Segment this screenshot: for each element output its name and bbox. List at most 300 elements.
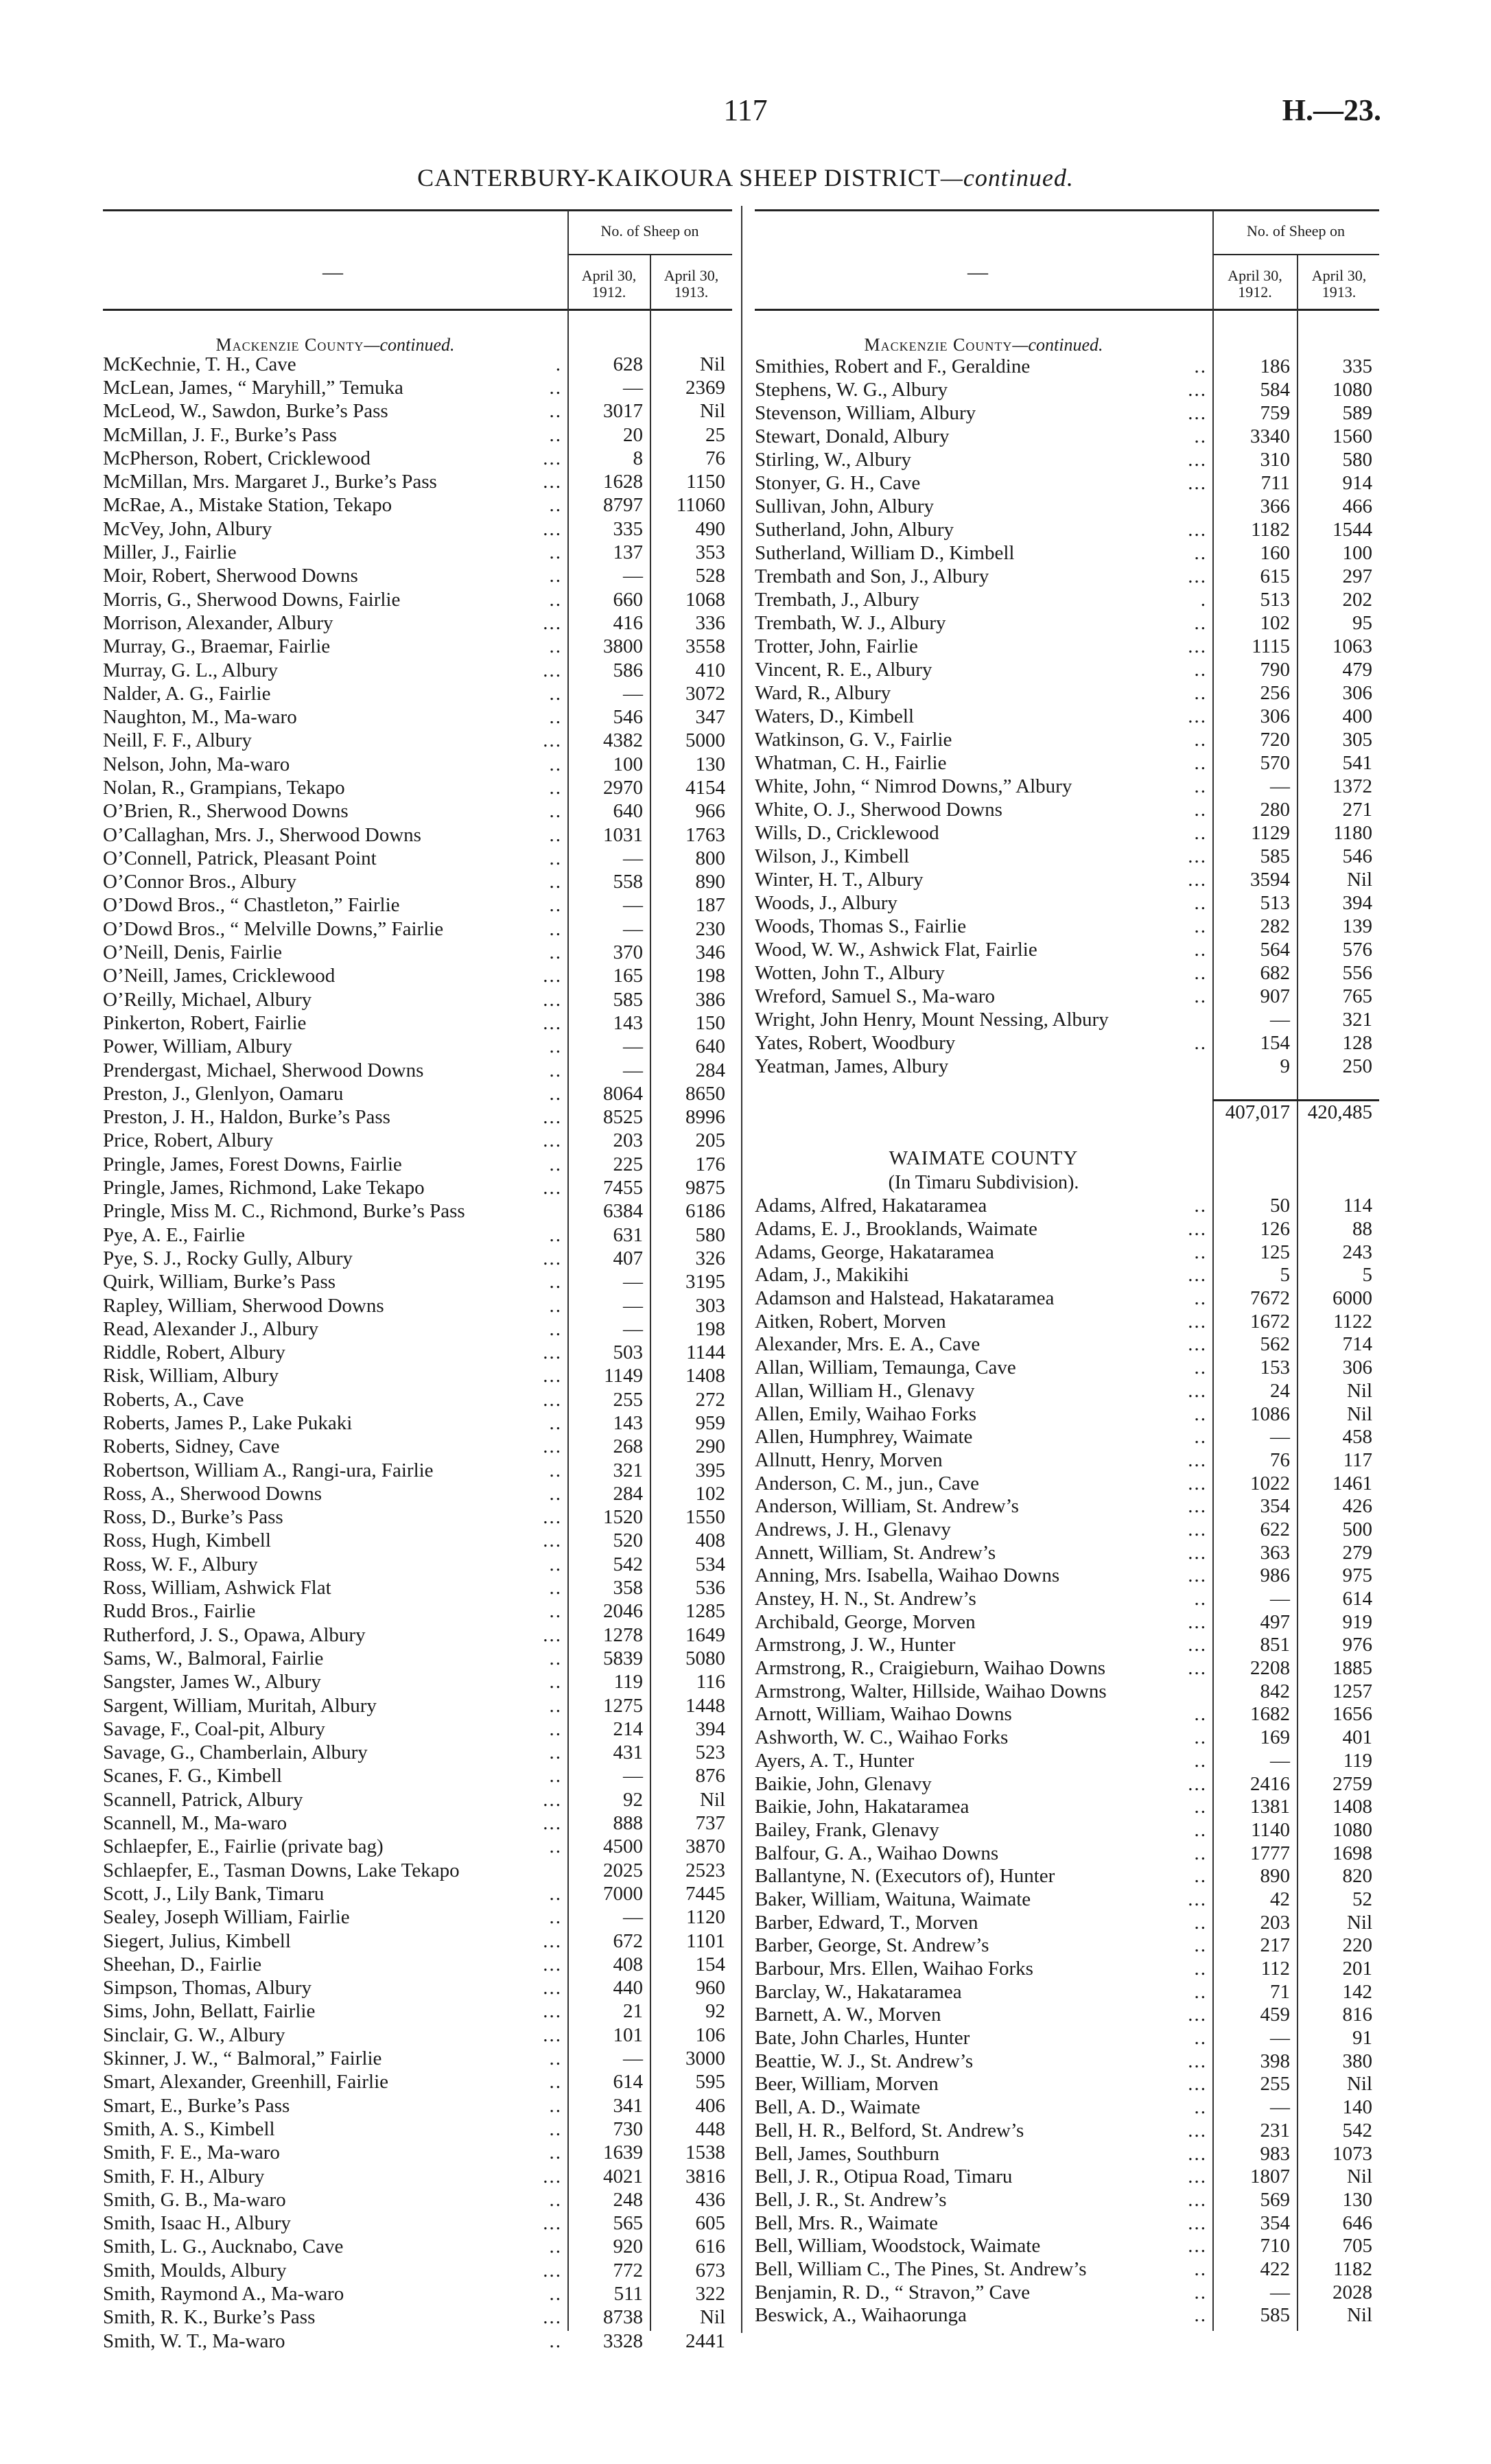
table-row	[755, 961, 1379, 985]
holder-name: Benjamin, R. D., “ Stravon,” Cave	[755, 2281, 1031, 2303]
sheep-1912: 203	[1260, 1911, 1290, 1934]
holder-name: Sangster, James W., Albury	[103, 1671, 321, 1693]
holder-name: Bate, John Charles, Hunter	[755, 2027, 970, 2050]
leader-dots: ..	[549, 2094, 562, 2117]
sheep-1912: 4500	[603, 1835, 643, 1858]
holder-cell	[103, 1035, 567, 1058]
sheep-1912: 1086	[1250, 1403, 1290, 1425]
holder-cell	[755, 1981, 1212, 2004]
leader-dots: ..	[1194, 1726, 1207, 1749]
holder-cell	[103, 1930, 567, 1953]
leader-dots: ..	[549, 753, 562, 775]
sheep-1912: 513	[1260, 588, 1290, 611]
sheep-1912: 7672	[1250, 1287, 1290, 1310]
table-row	[755, 1564, 1379, 1588]
sheep-1913: 3000	[685, 2048, 725, 2070]
leader-dots: ..	[549, 1765, 562, 1787]
sheep-1913: 705	[1342, 2235, 1372, 2257]
sheep-1913: 6000	[1332, 1287, 1372, 1310]
holder-cell	[103, 2212, 567, 2235]
holder-cell	[103, 683, 567, 705]
leader-dots: ..	[549, 1577, 562, 1599]
holder-name: Anning, Mrs. Isabella, Waihao Downs	[755, 1564, 1060, 1587]
leader-dots: .	[1200, 588, 1207, 611]
sheep-1912: 341	[613, 2094, 643, 2117]
holder-name: Baker, William, Waituna, Waimate	[755, 1888, 1031, 1910]
holder-cell	[103, 1177, 567, 1199]
holder-name: Baikie, John, Glenavy	[755, 1772, 932, 1795]
leader-dots: ..	[549, 2330, 562, 2352]
total-1913: 420,485	[1297, 1099, 1379, 1124]
table-row	[755, 1518, 1379, 1542]
leader-dots: ..	[549, 1671, 562, 1693]
holder-name: Preston, J. H., Haldon, Burke’s Pass	[103, 1106, 390, 1129]
leader-dots: ...	[1188, 1495, 1207, 1518]
holder-cell	[103, 1247, 567, 1270]
holder-name: Barber, Edward, T., Morven	[755, 1911, 978, 1934]
holder-cell	[755, 1703, 1212, 1726]
leader-dots: ..	[549, 1600, 562, 1623]
sheep-1912: 7455	[603, 1177, 643, 1199]
sheep-1913: 1372	[1332, 775, 1372, 797]
holder-cell	[755, 1495, 1212, 1518]
holder-cell	[103, 1271, 567, 1293]
leader-dots: ..	[549, 917, 562, 940]
holder-name: Power, William, Albury	[103, 1035, 292, 1058]
holder-name: Simpson, Thomas, Albury	[103, 1977, 312, 1999]
holder-name: Sutherland, John, Albury	[755, 518, 954, 541]
leader-dots: ...	[1188, 1657, 1207, 1680]
holder-cell	[103, 1671, 567, 1693]
sheep-1912: 1807	[1250, 2166, 1290, 2188]
holder-cell	[755, 2304, 1212, 2327]
table-row	[103, 588, 732, 611]
sheep-1913: 1698	[1332, 1842, 1372, 1864]
sheep-1912: 186	[1260, 355, 1290, 377]
sheep-1913: 3558	[685, 635, 725, 658]
holder-cell	[103, 565, 567, 587]
holder-cell	[103, 1224, 567, 1247]
sheep-1913: 1063	[1332, 635, 1372, 657]
table-row	[103, 635, 732, 659]
sheep-1913: 303	[695, 1294, 725, 1317]
leader-dots: ...	[1188, 2050, 1207, 2072]
sheep-1912: 851	[1260, 1634, 1290, 1656]
holder-cell	[103, 2166, 567, 2188]
sheep-1913: 187	[695, 894, 725, 917]
sheep-1912: 9	[1280, 1055, 1290, 1077]
sheep-1912: 102	[1260, 611, 1290, 634]
sheep-1913: 458	[1342, 1426, 1372, 1448]
sheep-1913: 91	[1352, 2027, 1372, 2050]
leader-dots	[562, 1859, 567, 1882]
table-row	[103, 1271, 732, 1294]
holder-name: Rapley, William, Sherwood Downs	[103, 1294, 384, 1317]
leader-dots: ...	[543, 1341, 562, 1364]
sheep-1913: Nil	[1346, 1403, 1372, 1425]
table-row	[103, 988, 732, 1011]
sheep-1913: 139	[1342, 915, 1372, 937]
table-row	[103, 1459, 732, 1482]
holder-name: Ross, D., Burke’s Pass	[103, 1506, 283, 1529]
sheep-1913: 640	[695, 1035, 725, 1058]
sheep-1913: Nil	[1346, 2304, 1372, 2327]
holder-name: Anstey, H. N., St. Andrew’s	[755, 1588, 976, 1610]
sheep-1912: 558	[613, 871, 643, 893]
holder-cell	[755, 355, 1212, 378]
sheep-1913: 150	[695, 1011, 725, 1034]
leader-dots: ..	[1194, 2096, 1207, 2119]
sheep-1913: 198	[695, 965, 725, 987]
holder-name: Murray, G., Braemar, Fairlie	[103, 635, 331, 658]
sheep-1912: 5839	[603, 1647, 643, 1669]
holder-name: Adams, E. J., Brooklands, Waimate	[755, 1218, 1037, 1241]
sheep-1913: Nil	[699, 2306, 725, 2329]
table-row	[103, 1647, 732, 1670]
table-row	[755, 425, 1379, 448]
sheep-1912: 511	[613, 2282, 643, 2305]
table-row	[755, 1634, 1379, 1657]
holder-cell	[103, 612, 567, 635]
sheep-1913: 176	[695, 1153, 725, 1175]
table-row	[103, 1811, 732, 1835]
holder-name: Schlaepfer, E., Tasman Downs, Lake Tekapo	[103, 1859, 460, 1881]
holder-cell	[103, 2095, 567, 2117]
holder-cell	[755, 1287, 1212, 1310]
holder-name: Pinkerton, Robert, Fairlie	[103, 1011, 307, 1034]
sheep-1913: 1550	[685, 1506, 725, 1529]
holder-name: White, O. J., Sherwood Downs	[755, 798, 1002, 821]
holder-cell	[103, 2189, 567, 2211]
sheep-1912: 720	[1260, 728, 1290, 751]
waimate-table-body	[755, 1195, 1379, 2327]
leader-dots: ..	[549, 376, 562, 399]
sheep-1912: 225	[613, 1153, 643, 1175]
holder-cell	[755, 2166, 1212, 2188]
holder-cell	[103, 1129, 567, 1152]
sheep-1912: 321	[613, 1459, 643, 1481]
holder-cell	[755, 472, 1212, 495]
holder-cell	[103, 2142, 567, 2164]
holder-name: O’Callaghan, Mrs. J., Sherwood Downs	[103, 823, 421, 846]
table-row	[103, 1482, 732, 1505]
table-row	[755, 1588, 1379, 1611]
leader-dots: ...	[543, 2212, 562, 2235]
sheep-1913: 297	[1342, 565, 1372, 587]
holder-name: Andrews, J. H., Glenavy	[755, 1518, 951, 1540]
sheep-1913: 1560	[1332, 425, 1372, 447]
sheep-1912: 248	[613, 2188, 643, 2211]
sheep-1913: 1150	[686, 471, 725, 493]
holder-name: Wreford, Samuel S., Ma-waro	[755, 985, 995, 1007]
holder-cell	[103, 1341, 567, 1364]
sheep-1912: 363	[1260, 1541, 1290, 1564]
leader-dots	[562, 1200, 567, 1223]
leader-dots: ..	[549, 400, 562, 423]
sheep-1912: 1149	[604, 1365, 643, 1387]
holder-cell	[755, 1680, 1212, 1703]
holder-cell	[103, 1765, 567, 1787]
sheep-1913: 52	[1352, 1888, 1372, 1910]
leader-dots: ..	[1194, 1934, 1207, 1957]
leader-dots: ...	[1188, 2211, 1207, 2234]
holder-cell	[755, 1518, 1212, 1541]
leader-dots: ...	[1188, 2119, 1207, 2142]
sheep-1912: 614	[613, 2071, 643, 2093]
holder-cell	[103, 1083, 567, 1105]
sheep-1913: 271	[1342, 798, 1372, 821]
leader-dots: ...	[543, 659, 562, 681]
sheep-1913: 106	[695, 2023, 725, 2046]
table-row	[103, 1082, 732, 1105]
sheep-1913: 448	[695, 2117, 725, 2140]
holder-name: O’Neill, Denis, Fairlie	[103, 941, 282, 964]
table-row	[103, 2071, 732, 2094]
leader-dots: ...	[1188, 518, 1207, 541]
table-row	[755, 985, 1379, 1008]
table-row	[755, 2189, 1379, 2212]
holder-name: Naughton, M., Ma-waro	[103, 706, 297, 729]
sheep-1912: 3017	[603, 400, 643, 423]
table-row	[755, 1241, 1379, 1264]
sheep-1913: 800	[695, 847, 725, 869]
sheep-1912: 1031	[603, 823, 643, 846]
leader-dots: ...	[543, 1011, 562, 1034]
holder-cell	[755, 1241, 1212, 1264]
table-row	[755, 705, 1379, 728]
table-row	[755, 2120, 1379, 2143]
holder-cell	[755, 1912, 1212, 1934]
holder-cell	[103, 941, 567, 964]
leader-dots: ...	[543, 2000, 562, 2023]
sheep-1913: 401	[1342, 1726, 1372, 1749]
holder-name: Armstrong, J. W., Hunter	[755, 1634, 956, 1656]
leader-dots: ..	[1194, 891, 1207, 914]
holder-cell	[103, 2330, 567, 2353]
holder-cell	[103, 1318, 567, 1341]
holder-name: O’Dowd Bros., “ Chastleton,” Fairlie	[103, 894, 400, 917]
sheep-1913: 523	[695, 1741, 725, 1764]
leader-dots: ...	[543, 1388, 562, 1411]
table-row	[103, 941, 732, 964]
sheep-1913: 960	[695, 1977, 725, 1999]
holder-name: Prendergast, Michael, Sherwood Downs	[103, 1059, 424, 1081]
table-row	[103, 894, 732, 917]
holder-name: McKechnie, T. H., Cave	[103, 353, 296, 375]
leader-dots: ..	[1194, 2027, 1207, 2050]
sheep-1913: 556	[1342, 961, 1372, 984]
holder-name: Allnutt, Henry, Morven	[755, 1448, 943, 1471]
table-row	[103, 776, 732, 799]
holder-cell	[103, 2260, 567, 2282]
sheep-1913: Nil	[1346, 2073, 1372, 2096]
sheep-1912: 1639	[603, 2142, 643, 2164]
holder-name: Price, Robert, Albury	[103, 1129, 274, 1152]
table-row	[755, 2281, 1379, 2304]
sheep-1913: 1073	[1332, 2142, 1372, 2165]
table-row	[103, 1671, 732, 1694]
sheep-1912: 154	[1260, 1031, 1290, 1054]
right-group-rule	[1212, 254, 1379, 255]
sheep-1913: 88	[1352, 1218, 1372, 1241]
leader-dots: ..	[549, 1741, 562, 1764]
sheep-1913: 128	[1342, 1031, 1372, 1054]
sheep-1912: 2416	[1250, 1772, 1290, 1795]
table-row	[103, 800, 732, 823]
sheep-1912: —	[623, 1035, 643, 1058]
holder-name: Savage, F., Coal-pit, Albury	[103, 1717, 325, 1740]
holder-cell	[755, 542, 1212, 565]
sheep-1912: 92	[623, 1788, 643, 1811]
sheep-1912: 416	[613, 611, 643, 634]
table-row	[103, 1294, 732, 1317]
sheep-1913: 8996	[685, 1106, 725, 1129]
holder-cell	[103, 353, 567, 376]
holder-name: Anderson, William, St. Andrew’s	[755, 1495, 1019, 1518]
sheep-1912: 100	[613, 753, 643, 775]
sheep-1913: 3870	[685, 1835, 725, 1858]
holder-name: McMillan, J. F., Burke’s Pass	[103, 423, 337, 446]
sheep-1913: 1257	[1332, 1680, 1372, 1702]
holder-name: Archibald, George, Morven	[755, 1610, 976, 1633]
sheep-1913: 646	[1342, 2211, 1372, 2234]
table-row	[103, 2047, 732, 2070]
right-table-body	[755, 355, 1379, 1078]
leader-dots: ...	[1188, 1264, 1207, 1287]
holder-cell	[103, 2118, 567, 2141]
leader-dots: ..	[549, 1717, 562, 1740]
holder-name: Stewart, Donald, Albury	[755, 425, 950, 447]
leader-dots: ...	[1188, 1564, 1207, 1587]
table-row	[103, 611, 732, 635]
sheep-1913: 306	[1342, 681, 1372, 704]
leader-dots: ..	[549, 1412, 562, 1434]
sheep-1912: 546	[613, 706, 643, 729]
holder-name: Allan, William, Temaunga, Cave	[755, 1357, 1016, 1379]
sheep-1912: 569	[1260, 2188, 1290, 2211]
holder-name: Read, Alexander J., Albury	[103, 1317, 319, 1340]
leader-dots: ..	[549, 1059, 562, 1081]
sheep-1913: 1408	[685, 1365, 725, 1387]
holder-name: Trotter, John, Fairlie	[755, 635, 918, 657]
waimate-county-subheading: (In Timaru Subdivision).	[888, 1172, 1079, 1193]
leader-dots: ...	[1188, 1218, 1207, 1241]
holder-name: Smithies, Robert and F., Geraldine	[755, 355, 1031, 377]
table-row	[755, 1750, 1379, 1773]
leader-dots: ..	[1194, 2257, 1207, 2280]
left-col2-header: April 30, 1913.	[664, 267, 719, 301]
sheep-1912: 772	[613, 2259, 643, 2281]
leader-dots: ..	[1194, 1357, 1207, 1379]
holder-cell	[103, 1435, 567, 1458]
table-row	[103, 2094, 732, 2117]
table-row	[755, 1426, 1379, 1449]
holder-cell	[755, 1796, 1212, 1818]
table-row	[755, 821, 1379, 845]
holder-cell	[103, 2048, 567, 2070]
sheep-1912: 4382	[603, 729, 643, 752]
leader-dots: ..	[1194, 1426, 1207, 1448]
holder-cell	[755, 752, 1212, 775]
leader-dots: ..	[549, 1835, 562, 1858]
holder-cell	[103, 1483, 567, 1505]
sheep-1913: 335	[1342, 355, 1372, 377]
sheep-1912: —	[623, 847, 643, 869]
sheep-1913: 3072	[685, 682, 725, 705]
sheep-1912: 422	[1260, 2257, 1290, 2280]
leader-dots: ..	[1194, 1911, 1207, 1934]
sheep-1912: 358	[613, 1577, 643, 1599]
holder-name: Smith, A. S., Kimbell	[103, 2117, 275, 2140]
holder-cell	[103, 2283, 567, 2305]
sheep-1912: 584	[1260, 378, 1290, 401]
table-row	[103, 1106, 732, 1129]
holder-name: Armstrong, R., Craigieburn, Waihao Downs	[755, 1657, 1106, 1680]
right-top-rule	[755, 209, 1379, 211]
sheep-1912: 1628	[603, 471, 643, 493]
table-row	[103, 376, 732, 399]
table-center-divider	[741, 206, 742, 2333]
table-row	[755, 1657, 1379, 1680]
sheep-1912: 255	[1260, 2073, 1290, 2096]
table-row	[103, 423, 732, 447]
holder-name: Barnett, A. W., Morven	[755, 2004, 941, 2026]
sheep-1912: 6384	[603, 1200, 643, 1223]
table-row	[103, 1200, 732, 1223]
holder-cell	[755, 1934, 1212, 1957]
table-row	[103, 1411, 732, 1435]
table-row	[103, 1694, 732, 1717]
sheep-1913: 386	[695, 988, 725, 1011]
leader-dots: ..	[1194, 985, 1207, 1007]
table-row	[755, 1958, 1379, 1981]
leader-dots: ...	[543, 1788, 562, 1811]
sheep-1912: 335	[613, 517, 643, 540]
holder-name: Savage, G., Chamberlain, Albury	[103, 1741, 368, 1764]
sheep-1912: 1140	[1251, 1818, 1290, 1841]
holder-name: Ayers, A. T., Hunter	[755, 1749, 915, 1772]
leader-dots: ..	[549, 847, 562, 869]
table-row	[103, 1153, 732, 1176]
sheep-1913: 5080	[685, 1647, 725, 1669]
holder-cell	[103, 1695, 567, 1717]
sheep-1913: 541	[1342, 751, 1372, 774]
holder-cell	[103, 1365, 567, 1387]
sheep-1912: 2046	[603, 1600, 643, 1623]
holder-name: Scannell, Patrick, Albury	[103, 1788, 303, 1811]
leader-dots: ...	[1188, 1472, 1207, 1494]
holder-name: Yates, Robert, Woodbury	[755, 1031, 956, 1054]
sheep-1913: 395	[695, 1459, 725, 1481]
holder-name: Watkinson, G. V., Fairlie	[755, 728, 952, 751]
sheep-1912: 711	[1260, 471, 1290, 494]
leader-dots: ...	[1188, 868, 1207, 891]
sheep-1913: 1461	[1332, 1472, 1372, 1494]
table-row	[755, 1842, 1379, 1865]
sheep-1913: 272	[695, 1388, 725, 1411]
leader-dots: ...	[1188, 2004, 1207, 2026]
sheep-1913: 436	[695, 2188, 725, 2211]
table-row	[103, 917, 732, 941]
table-row	[103, 517, 732, 541]
holder-cell	[103, 1835, 567, 1858]
sheep-1912: 562	[1260, 1333, 1290, 1356]
holder-name: Sims, John, Bellatt, Fairlie	[103, 2000, 316, 2023]
sheep-1913: 1080	[1332, 378, 1372, 401]
sheep-1913: Nil	[699, 353, 725, 375]
holder-name: Riddle, Robert, Albury	[103, 1341, 285, 1364]
holder-cell	[103, 471, 567, 493]
